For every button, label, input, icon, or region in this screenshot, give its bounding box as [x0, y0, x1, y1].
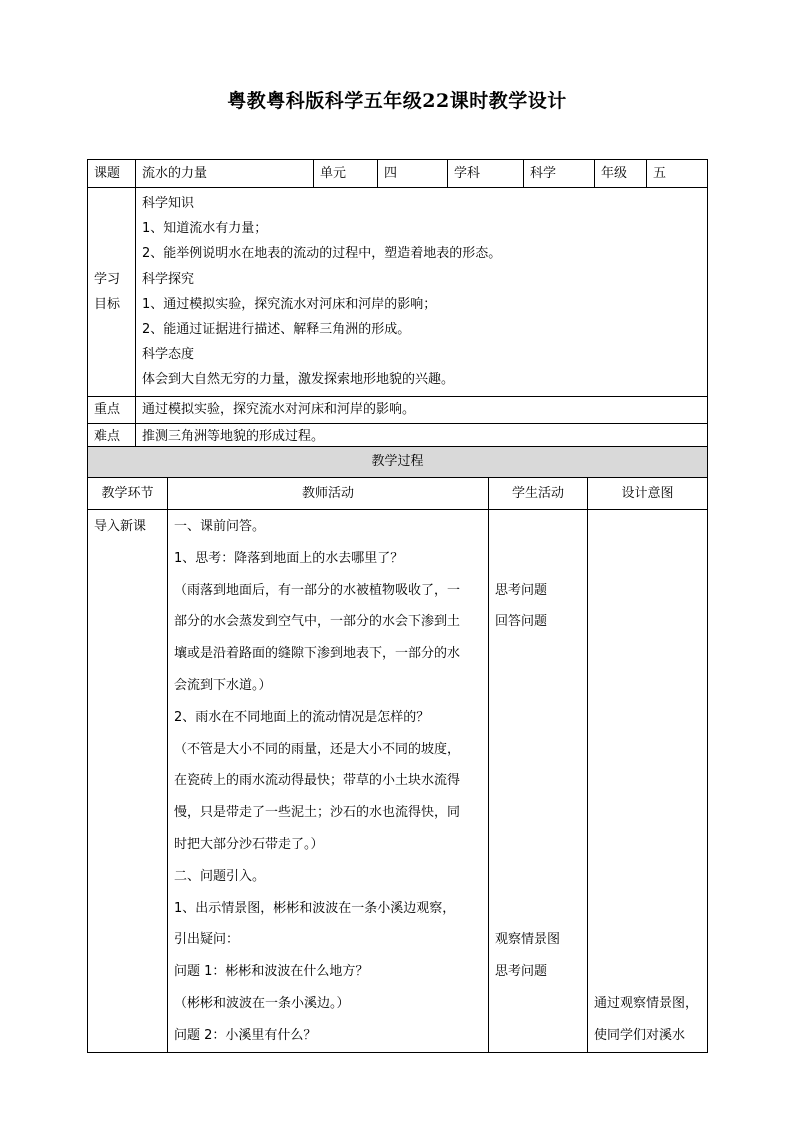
intent-line: 通过观察情景图，: [594, 996, 699, 1011]
header-stage: 教学环节: [88, 478, 168, 510]
teacher-line: 引出疑问：: [174, 932, 240, 948]
subject-label: 学科: [448, 160, 524, 188]
process-title-row: [88, 447, 708, 478]
goal-line: 2、能举例说明水在地表的流动的过程中，塑造着地表的形态。: [142, 246, 502, 262]
teacher-line: 1、思考：降落到地面上的水去哪里了？: [174, 550, 404, 566]
student-line: 思考问题: [495, 582, 548, 598]
teacher-line: 部分的水会蒸发到空气中，一部分的水会下渗到土: [174, 614, 461, 630]
process-header-row: [88, 478, 708, 510]
goal-line: 1、知道流水有力量；: [142, 221, 268, 237]
page-title: 粤教粤科版科学五年级22课时教学设计: [227, 90, 567, 112]
process-row-intro: [88, 510, 708, 1053]
lesson-info-table: [87, 159, 708, 451]
subject-value: 科学: [524, 160, 595, 188]
teacher-line: 时把大部分沙石带走了。）: [174, 836, 324, 852]
teacher-line: 一、课前问答。: [174, 519, 266, 534]
teacher-line: 1、出示情景图，彬彬和波波在一条小溪边观察，: [174, 900, 456, 916]
key-point-text: 通过模拟实验，探究流水对河床和河岸的影响。: [136, 396, 708, 423]
teacher-line: 慢，只是带走了一些泥土；沙石的水也流得快，同: [174, 805, 461, 821]
key-point-row: [88, 396, 708, 423]
goal-line: 科学态度: [142, 347, 195, 363]
student-line: 思考问题: [495, 963, 548, 979]
student-line: 回答问题: [495, 614, 548, 630]
goal-line: 2、能通过证据进行描述、解释三角洲的形成。: [142, 321, 411, 337]
grade-value: 五: [647, 160, 708, 188]
teacher-line: 二、问题引入。: [174, 868, 266, 884]
goal-line: 体会到大自然无穷的力量，激发探索地形地貌的兴趣。: [142, 372, 455, 388]
goal-line: 1、通过模拟实验，探究流水对河床和河岸的影响；: [142, 296, 437, 312]
topic-label: 课题: [88, 160, 136, 188]
goal-line: 科学探究: [142, 271, 195, 287]
process-title: 教学过程: [88, 447, 708, 478]
header-intent: 设计意图: [588, 478, 708, 510]
info-row: [88, 160, 708, 188]
difficulty-label: 难点: [88, 423, 136, 450]
stage-name: 导入新课: [94, 519, 147, 534]
goal-line: 科学知识: [142, 196, 195, 211]
grade-label: 年级: [595, 160, 647, 188]
goals-row: [88, 188, 708, 397]
student-line: 观察情景图: [495, 932, 561, 948]
stage-cell: [88, 510, 168, 1053]
teacher-line: （不管是大小不同的雨量，还是大小不同的坡度，: [174, 741, 461, 757]
student-activity-cell: [489, 510, 588, 1053]
goals-label-line-1: 学习: [94, 271, 121, 287]
design-intent-cell: [588, 510, 708, 1053]
header-student: 学生活动: [489, 478, 588, 510]
goals-content: [136, 188, 708, 397]
goals-label-line-2: 目标: [94, 296, 121, 312]
teacher-line: 2、雨水在不同地面上的流动情况是怎样的？: [174, 709, 430, 725]
header-teacher: 教师活动: [168, 478, 489, 510]
unit-label: 单元: [314, 160, 378, 188]
intent-line: 使同学们对溪水: [594, 1027, 686, 1043]
teacher-line: 会流到下水道。）: [174, 677, 272, 693]
teacher-line: 问题 1：彬彬和波波在什么地方？: [174, 964, 369, 980]
teacher-activity-cell: [168, 510, 489, 1053]
teacher-line: 问题 2：小溪里有什么？: [174, 1027, 317, 1043]
difficulty-text: 推测三角洲等地貌的形成过程。: [136, 423, 708, 450]
unit-value: 四: [378, 160, 448, 188]
teacher-line: 在瓷砖上的雨水流动得最快；带草的小土块水流得: [174, 773, 461, 789]
teacher-line: 壤或是沿着路面的缝隙下渗到地表下，一部分的水: [174, 646, 461, 662]
goals-label: [88, 188, 136, 397]
teacher-line: （雨落到地面后，有一部分的水被植物吸收了，一: [174, 582, 461, 598]
key-point-label: 重点: [88, 396, 136, 423]
teacher-line: （彬彬和波波在一条小溪边。）: [174, 995, 350, 1011]
teaching-process-table: [87, 446, 708, 1053]
topic-value: 流水的力量: [136, 160, 314, 188]
